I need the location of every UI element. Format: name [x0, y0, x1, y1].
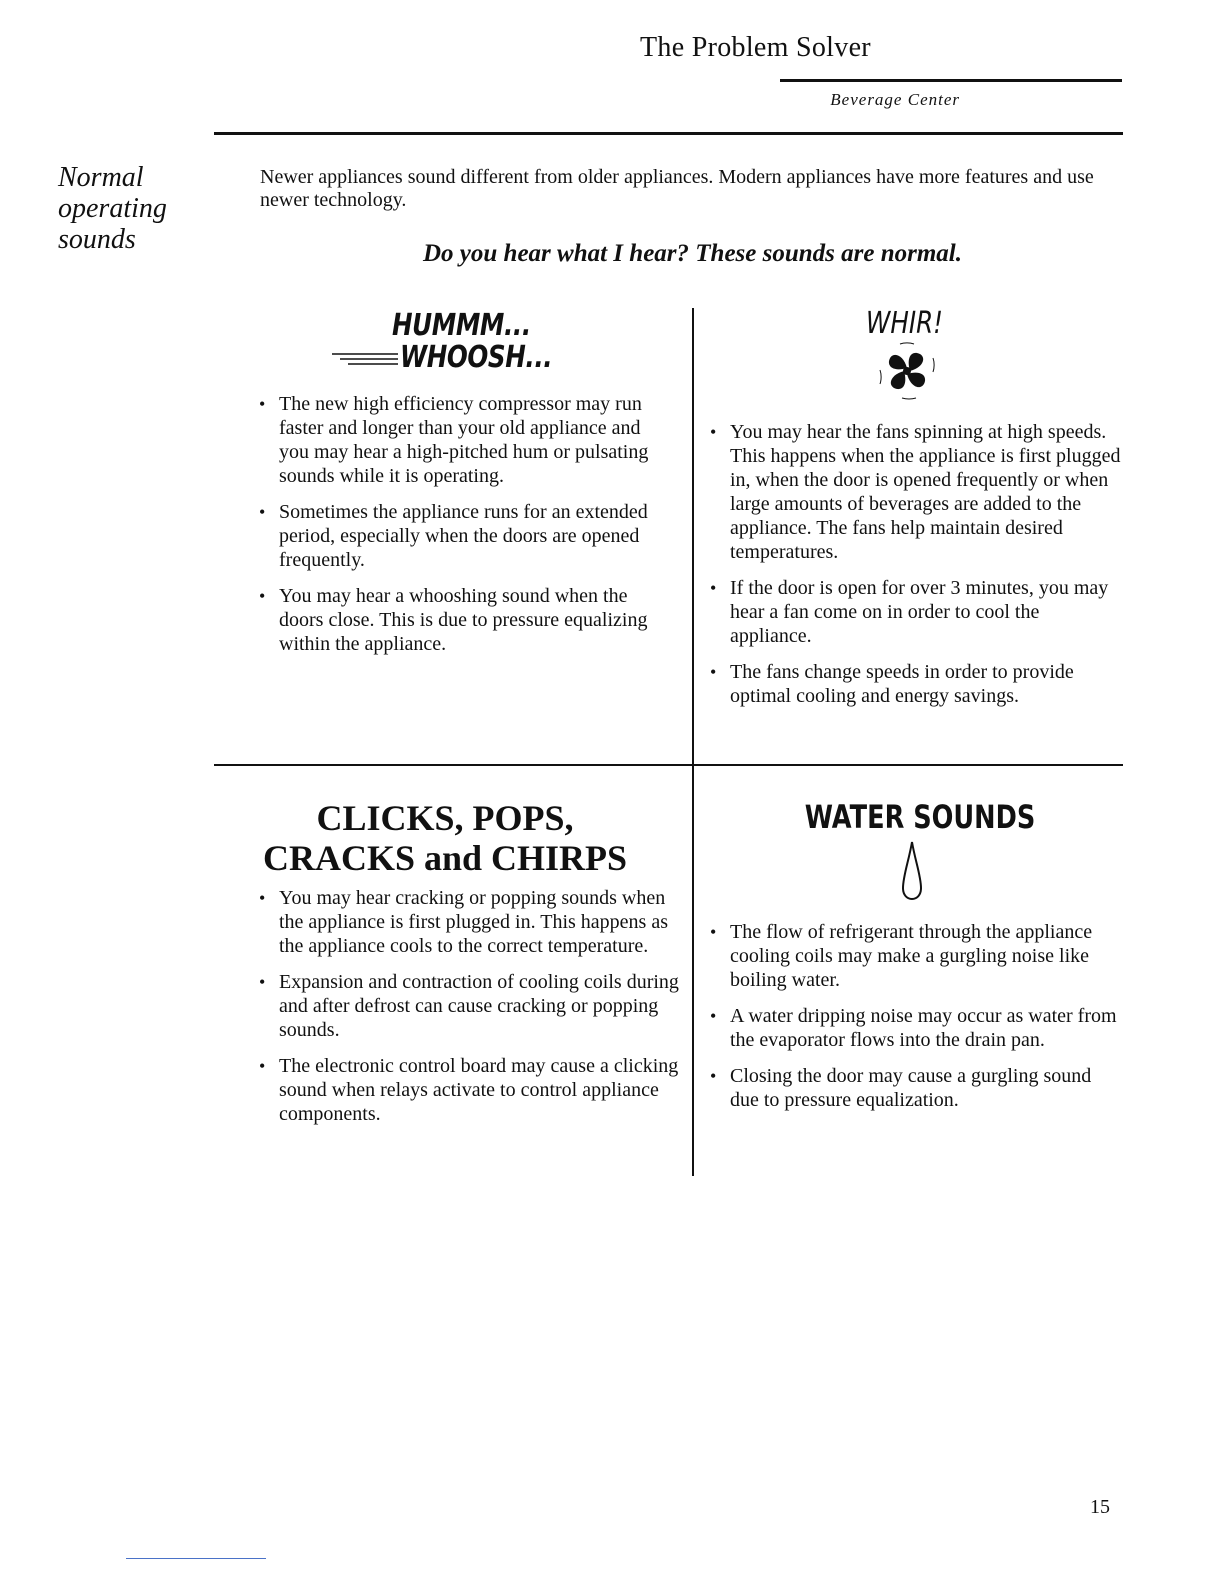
tagline: Do you hear what I hear? These sounds are normal.	[423, 240, 962, 267]
list-item: • The fans change speeds in order to provide optimal cooling and energy savings.	[710, 660, 1125, 708]
whir-panel	[710, 420, 1125, 720]
water-panel	[710, 920, 1125, 1124]
page-header-subtitle: Beverage Center	[830, 90, 960, 109]
whir-heading: WHIR!	[866, 306, 944, 341]
water-drop-icon	[900, 840, 924, 907]
page-header-title: The Problem Solver	[640, 32, 871, 63]
whoosh-lines-icon	[330, 348, 400, 373]
hum-bullet-list	[259, 392, 674, 656]
column-divider-bottom	[692, 766, 694, 1176]
list-item: • You may hear a whooshing sound when the doors close. This is due to pressure equalizing within the appliance.	[259, 584, 674, 656]
row-divider	[214, 764, 1123, 766]
list-item: • You may hear the fans spinning at high speeds. This happens when the appliance is first plugged in, when the door is opened frequently or when large amounts of beverages are added to the appliance. The fans help maintain desired temperatures.	[710, 420, 1125, 564]
whir-bullet-list	[710, 420, 1125, 708]
clicks-bullet-list	[259, 886, 679, 1126]
list-item: • Closing the door may cause a gurgling sound due to pressure equalization.	[710, 1064, 1125, 1112]
hum-heading-line2: WHOOSH...	[400, 340, 553, 375]
hum-heading-line1: HUMMM...	[392, 308, 531, 343]
side-heading-line: sounds	[58, 224, 136, 255]
list-item: • The flow of refrigerant through the appliance cooling coils may make a gurgling noise like boiling water.	[710, 920, 1125, 992]
hum-heading	[330, 308, 630, 378]
list-item: • The new high efficiency compressor may run faster and longer than your old appliance and you may hear a high-pitched hum or pulsating sounds while it is operating.	[259, 392, 674, 488]
intro-paragraph: Newer appliances sound different from older appliances. Modern appliances have more features and use newer technology.	[260, 166, 1094, 211]
fan-icon	[872, 340, 942, 405]
section-side-heading	[58, 162, 218, 255]
list-item: • If the door is open for over 3 minutes, you may hear a fan come on in order to cool the appliance.	[710, 576, 1125, 648]
list-item: • Sometimes the appliance runs for an extended period, especially when the doors are opened frequently.	[259, 500, 674, 572]
side-heading-line: operating	[58, 193, 167, 224]
clicks-panel	[259, 886, 679, 1138]
hum-panel	[259, 392, 674, 668]
column-divider-top	[692, 308, 694, 766]
water-heading: WATER SOUNDS	[804, 798, 1036, 836]
list-item: • The electronic control board may cause a clicking sound when relays activate to control appliance components.	[259, 1054, 679, 1126]
section-rule	[214, 132, 1123, 135]
clicks-heading-line2: CRACKS and CHIRPS	[262, 838, 628, 878]
water-bullet-list	[710, 920, 1125, 1112]
footer-underline	[126, 1558, 266, 1559]
clicks-heading-line1: CLICKS, POPS,	[316, 798, 574, 838]
side-heading-line: Normal	[58, 162, 144, 193]
list-item: • You may hear cracking or popping sounds when the appliance is first plugged in. This happens as the appliance cools to the correct temperature.	[259, 886, 679, 958]
list-item: • A water dripping noise may occur as water from the evaporator flows into the drain pan.	[710, 1004, 1125, 1052]
list-item: • Expansion and contraction of cooling coils during and after defrost can cause cracking or popping sounds.	[259, 970, 679, 1042]
header-rule	[780, 79, 1122, 82]
clicks-heading	[230, 798, 660, 878]
page-number: 15	[1090, 1496, 1110, 1518]
